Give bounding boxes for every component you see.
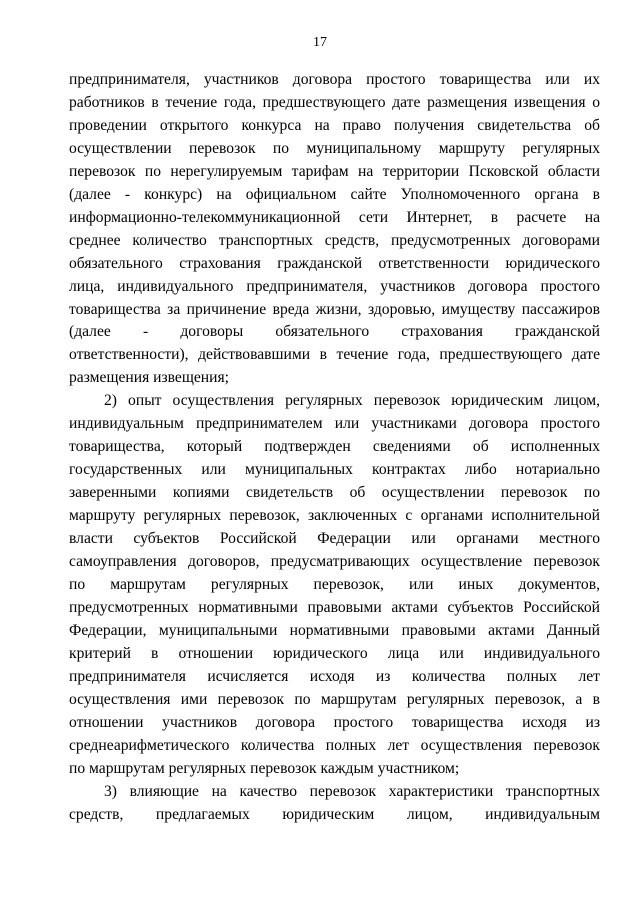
text-line: Федерации, муниципальными нормативными правовыми актами Данный: [69, 621, 600, 639]
page-number: 17: [313, 35, 327, 50]
text-line: осуществления ими перевозок по маршрутам регулярных перевозок, а в: [69, 690, 600, 708]
text-line: средств, предлагаемых юридическим лицом, индивидуальным: [69, 805, 600, 823]
text-line: по маршрутам регулярных перевозок, или иных документов,: [69, 575, 600, 593]
text-line: отношении участников договора простого товарищества исходя из: [69, 713, 600, 731]
text-line: 3) влияющие на качество перевозок характеристики транспортных: [104, 782, 600, 800]
text-line: товарищества, который подтвержден сведениями об исполненных: [69, 438, 600, 456]
text-line: осуществлении перевозок по муниципальному маршруту регулярных: [69, 139, 600, 157]
text-line: заверенными копиями свидетельств об осуществлении перевозок по: [69, 484, 600, 502]
text-line: предпринимателя исчисляется исходя из количества полных лет: [69, 667, 600, 685]
text-line: самоуправления договоров, предусматривающих осуществление перевозок: [69, 553, 600, 571]
text-line: предусмотренных нормативными правовыми актами субъектов Российской: [69, 598, 600, 616]
text-line: среднее количество транспортных средств, предусмотренных договорами: [69, 231, 600, 249]
text-line: обязательного страхования гражданской ответственности юридического: [69, 254, 600, 272]
text-line: работников в течение года, предшествующего дате размещения извещения о: [69, 93, 600, 111]
document-body: [69, 69, 600, 826]
text-line: товарищества за причинение вреда жизни, здоровью, имуществу пассажиров: [69, 300, 600, 318]
text-line: информационно-телекоммуникационной сети Интернет, в расчете на: [69, 208, 600, 226]
text-line: размещения извещения;: [69, 369, 229, 387]
text-line: перевозок по нерегулируемым тарифам на территории Псковской области: [69, 162, 600, 180]
text-line: (далее - договоры обязательного страхования гражданской: [69, 323, 600, 341]
text-line: лица, индивидуального предпринимателя, участников договора простого: [69, 277, 600, 295]
text-line: по маршрутам регулярных перевозок каждым участником;: [69, 759, 460, 777]
text-line: среднеарифметического количества полных лет осуществления перевозок: [69, 736, 600, 754]
text-line: ответственности), действовавшими в течение года, предшествующего дате: [69, 346, 600, 364]
paragraph-criterion-3: [69, 781, 600, 827]
text-line: (далее - конкурс) на официальном сайте Уполномоченного органа в: [69, 185, 600, 203]
paragraph-continuation: [69, 69, 600, 390]
paragraph-criterion-2: [69, 390, 600, 780]
text-line: 2) опыт осуществления регулярных перевозок юридическим лицом,: [104, 392, 600, 410]
text-line: государственных или муниципальных контрактах либо нотариально: [69, 461, 600, 479]
text-line: индивидуальным предпринимателем или участниками договора простого: [69, 415, 600, 433]
text-line: власти субъектов Российской Федерации или органами местного: [69, 530, 600, 548]
text-line: критерий в отношении юридического лица или индивидуального: [69, 644, 600, 662]
text-line: предпринимателя, участников договора простого товарищества или их: [69, 71, 600, 88]
text-line: маршруту регулярных перевозок, заключенных с органами исполнительной: [69, 507, 600, 525]
text-line: проведении открытого конкурса на право получения свидетельства об: [69, 116, 600, 134]
